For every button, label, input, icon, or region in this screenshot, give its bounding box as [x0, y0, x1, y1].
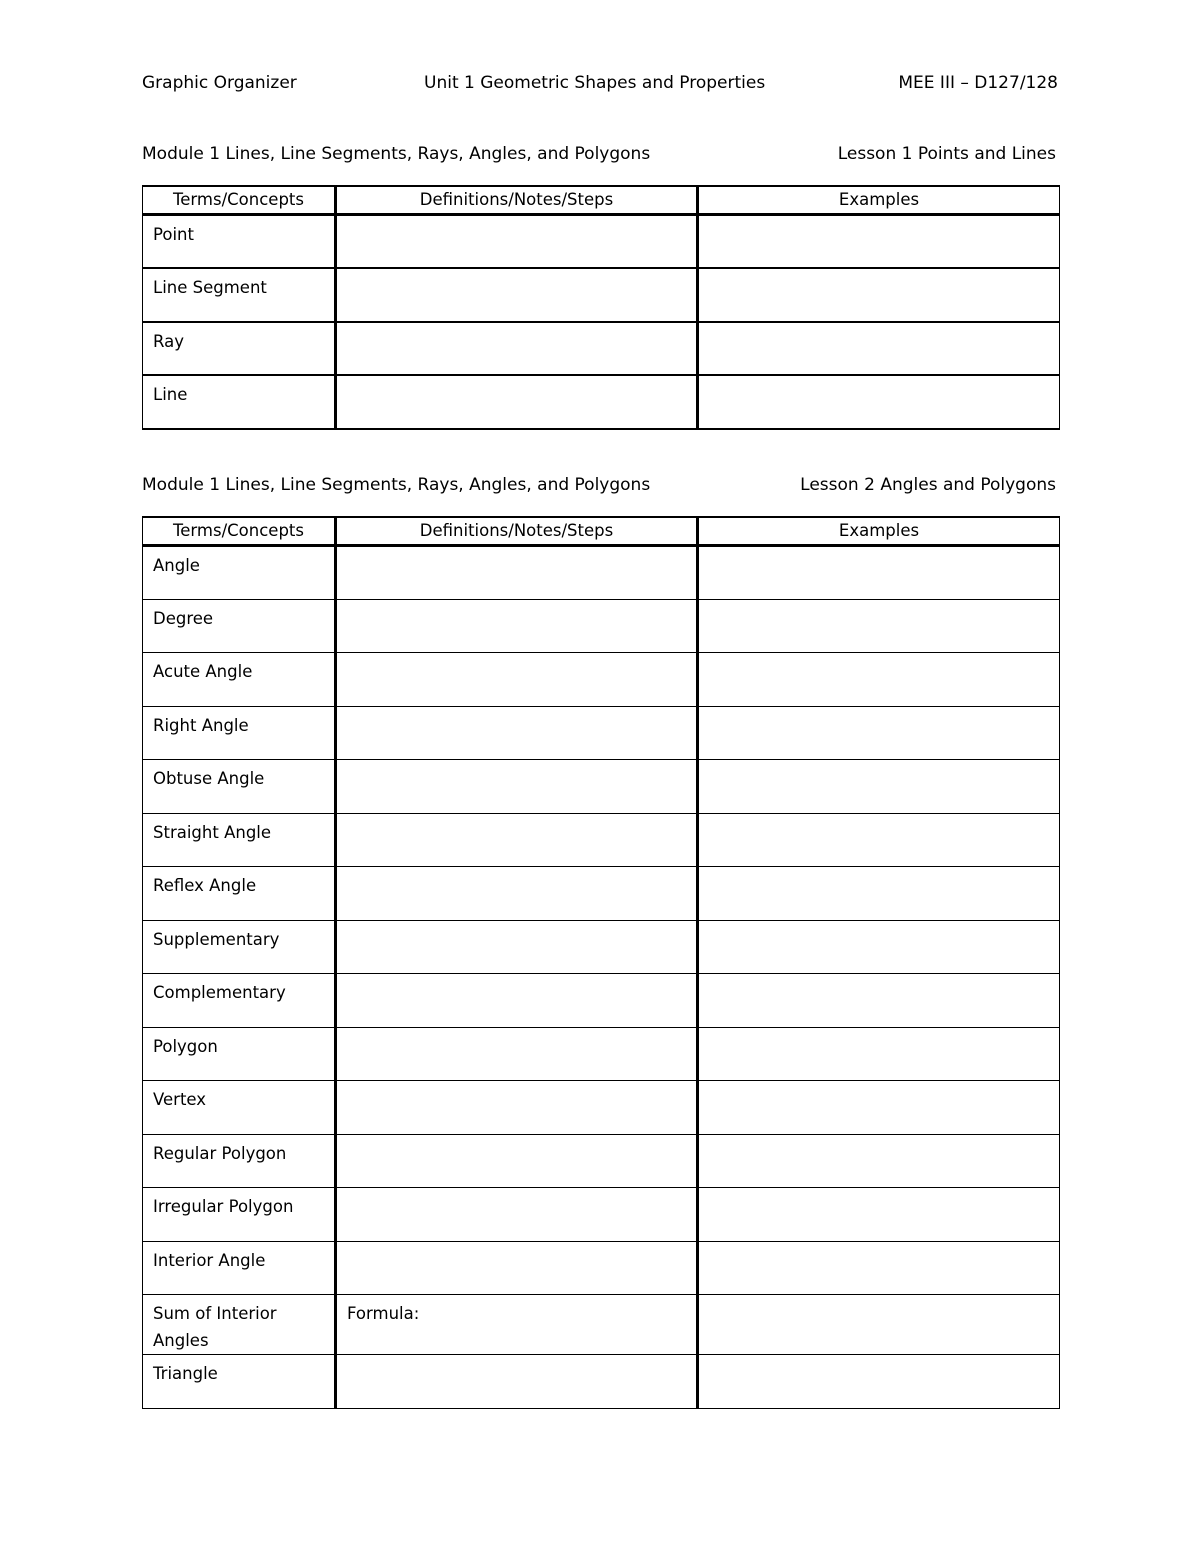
definition-cell[interactable] [336, 1134, 698, 1188]
example-cell[interactable] [698, 1134, 1060, 1188]
definition-note [337, 1355, 696, 1360]
example-cell[interactable] [698, 974, 1060, 1028]
example-cell[interactable] [698, 322, 1060, 376]
example-cell[interactable] [698, 599, 1060, 653]
definition-note [337, 1135, 696, 1140]
column-header-examples: Examples [698, 517, 1060, 546]
definition-note [337, 1188, 696, 1193]
term-cell [143, 653, 336, 707]
term-cell [143, 1188, 336, 1242]
example-cell[interactable] [698, 1027, 1060, 1081]
table-row [143, 1241, 1060, 1295]
example-cell[interactable] [698, 1355, 1060, 1409]
table-row [143, 1027, 1060, 1081]
column-header-terms: Terms/Concepts [143, 517, 336, 546]
module-title: Module 1 Lines, Line Segments, Rays, Angles, and Polygons [142, 144, 651, 164]
definition-note [337, 974, 696, 979]
term-label: Right Angle [153, 715, 249, 735]
term-label: Ray [153, 331, 184, 351]
header-course: MEE III – D127/128 [898, 73, 1058, 93]
example-cell[interactable] [698, 1241, 1060, 1295]
term-label: Straight Angle [153, 822, 272, 842]
example-cell[interactable] [698, 760, 1060, 814]
term-cell [143, 1081, 336, 1135]
term-cell [143, 760, 336, 814]
definition-cell[interactable] [336, 546, 698, 600]
term-label: Irregular Polygon [153, 1197, 294, 1216]
term-cell [143, 974, 336, 1028]
example-cell[interactable] [698, 813, 1060, 867]
table-row [143, 706, 1060, 760]
definition-cell[interactable] [336, 867, 698, 921]
term-cell [143, 1134, 336, 1188]
term-label: Triangle [153, 1364, 218, 1383]
definition-cell[interactable] [336, 375, 698, 429]
definition-cell[interactable] [336, 1241, 698, 1295]
column-header-definitions: Definitions/Notes/Steps [336, 186, 698, 215]
table-row [143, 599, 1060, 653]
table-row [143, 268, 1060, 322]
term-label: Angle [153, 556, 200, 575]
table-row [143, 867, 1060, 921]
column-header-terms: Terms/Concepts [143, 186, 336, 215]
term-cell [143, 813, 336, 867]
term-label: Point [153, 225, 194, 244]
term-label: Acute Angle [153, 662, 253, 681]
column-header-definitions: Definitions/Notes/Steps [336, 517, 698, 546]
definition-note [337, 814, 696, 819]
example-cell[interactable] [698, 268, 1060, 322]
definition-note [337, 376, 696, 381]
example-cell[interactable] [698, 653, 1060, 707]
header-unit: Unit 1 Geometric Shapes and Properties [424, 73, 766, 93]
table-row [143, 760, 1060, 814]
table-row [143, 1134, 1060, 1188]
example-cell[interactable] [698, 215, 1060, 269]
term-cell [143, 546, 336, 600]
table-row [143, 546, 1060, 600]
term-cell [143, 268, 336, 322]
definition-cell[interactable] [336, 322, 698, 376]
definition-note [337, 600, 696, 605]
term-label: Obtuse Angle [153, 769, 265, 788]
definition-note [337, 1242, 696, 1247]
term-cell [143, 920, 336, 974]
table-row [143, 653, 1060, 707]
table-row [143, 322, 1060, 376]
term-cell [143, 1027, 336, 1081]
definition-note [337, 707, 696, 712]
table-row [143, 215, 1060, 269]
term-cell [143, 1355, 336, 1409]
term-label: Vertex [153, 1090, 207, 1109]
definition-cell[interactable] [336, 920, 698, 974]
table-row [143, 375, 1060, 429]
lesson-title: Lesson 2 Angles and Polygons [800, 475, 1056, 495]
column-header-examples: Examples [698, 186, 1060, 215]
table-row [143, 974, 1060, 1028]
example-cell[interactable] [698, 706, 1060, 760]
definition-note [337, 653, 696, 658]
term-cell [143, 215, 336, 269]
page-header [142, 73, 1058, 99]
definition-cell[interactable] [336, 1081, 698, 1135]
term-cell [143, 375, 336, 429]
term-cell [143, 1295, 336, 1355]
term-cell [143, 599, 336, 653]
term-label: Line Segment [153, 278, 267, 297]
definition-cell[interactable] [336, 268, 698, 322]
definition-cell[interactable] [336, 653, 698, 707]
table-header-row [143, 186, 1060, 215]
definition-cell[interactable] [336, 974, 698, 1028]
term-cell [143, 322, 336, 376]
definition-note [337, 216, 696, 221]
definition-cell[interactable] [336, 1355, 698, 1409]
definition-note [337, 760, 696, 765]
section-heading-lesson-1 [142, 144, 1056, 170]
example-cell[interactable] [698, 867, 1060, 921]
definition-note [337, 867, 696, 872]
table-row [143, 1355, 1060, 1409]
table-row [143, 1188, 1060, 1242]
organizer-table-lesson-1 [142, 185, 1060, 430]
example-cell[interactable] [698, 1295, 1060, 1355]
table-body [143, 215, 1060, 429]
section-heading-lesson-2 [142, 475, 1056, 501]
table-row [143, 813, 1060, 867]
definition-note [337, 1028, 696, 1033]
definition-cell[interactable] [336, 1027, 698, 1081]
definition-cell[interactable] [336, 706, 698, 760]
term-label: Complementary [153, 983, 286, 1002]
table-row [143, 1081, 1060, 1135]
definition-cell[interactable] [336, 599, 698, 653]
table-row [143, 920, 1060, 974]
term-label: Degree [153, 608, 214, 628]
definition-note: Formula: [347, 1304, 420, 1323]
definition-cell[interactable] [336, 1188, 698, 1242]
table-row [143, 1295, 1060, 1355]
term-label: Regular Polygon [153, 1143, 287, 1163]
definition-note [337, 323, 696, 328]
example-cell[interactable] [698, 375, 1060, 429]
organizer-table-lesson-2 [142, 516, 1060, 1409]
module-title: Module 1 Lines, Line Segments, Rays, Angles, and Polygons [142, 475, 651, 495]
term-cell [143, 867, 336, 921]
term-label: Interior Angle [153, 1250, 266, 1270]
term-label: Supplementary [153, 929, 280, 949]
definition-cell[interactable] [336, 760, 698, 814]
definition-cell[interactable] [336, 215, 698, 269]
definition-note [337, 1081, 696, 1086]
term-cell [143, 706, 336, 760]
term-label: Reflex Angle [153, 876, 257, 895]
definition-cell[interactable] [336, 813, 698, 867]
example-cell[interactable] [698, 546, 1060, 600]
definition-note [337, 269, 696, 274]
example-cell[interactable] [698, 920, 1060, 974]
definition-note [337, 547, 696, 552]
header-title: Graphic Organizer [142, 73, 297, 93]
definition-note [337, 921, 696, 926]
table-body [143, 546, 1060, 1409]
definition-cell[interactable] [336, 1295, 698, 1355]
example-cell[interactable] [698, 1188, 1060, 1242]
lesson-title: Lesson 1 Points and Lines [837, 144, 1056, 164]
table-header-row [143, 517, 1060, 546]
term-label: Line [153, 385, 188, 404]
term-label: Sum of Interior Angles [153, 1304, 277, 1350]
term-cell [143, 1241, 336, 1295]
example-cell[interactable] [698, 1081, 1060, 1135]
term-label: Polygon [153, 1036, 218, 1056]
